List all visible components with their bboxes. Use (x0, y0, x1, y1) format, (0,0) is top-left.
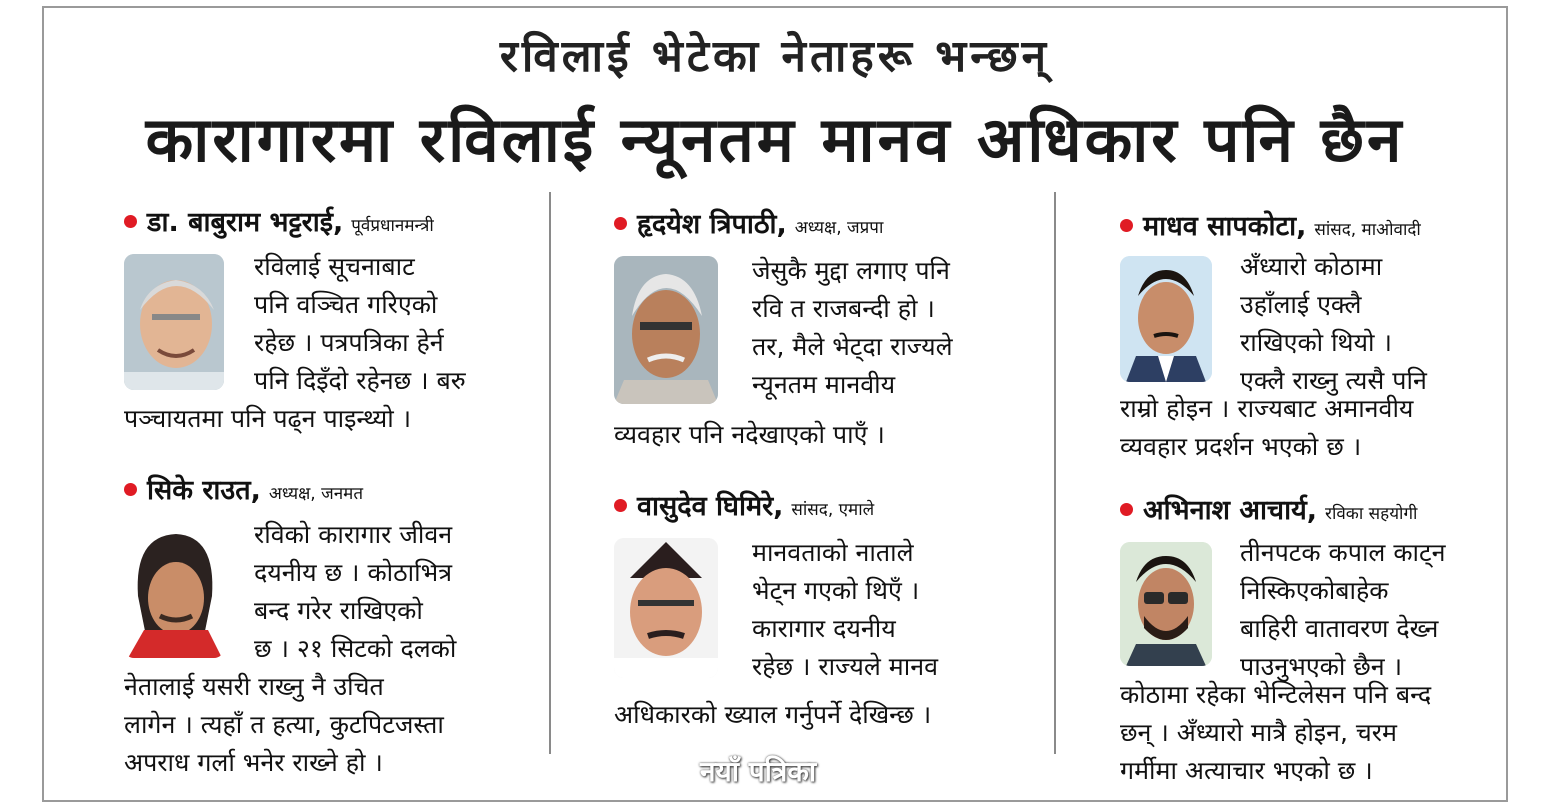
quote-line: व्यवहार प्रदर्शन भएको छ । (1120, 432, 1362, 461)
bullet-icon (1120, 219, 1133, 232)
person-name-line (124, 202, 434, 239)
person-quote (1240, 248, 1427, 400)
bullet-icon (614, 217, 627, 230)
portrait-icon (614, 538, 718, 678)
quote-line: छन् । अँध्यारो मात्रै होइन, चरम (1120, 718, 1397, 747)
person-role: सांसद, एमाले (791, 500, 875, 520)
person-name: हृदयेश त्रिपाठी, (637, 209, 787, 240)
quote-line: रविको कारागार जीवन (254, 520, 453, 549)
person-quote (752, 252, 953, 404)
person-quote-continued (124, 400, 411, 438)
column-divider (549, 192, 551, 754)
quote-line: कारागार दयनीय (752, 614, 896, 643)
publication-watermark: नयाँ पत्रिका (700, 755, 817, 788)
portrait-icon (124, 254, 224, 390)
portrait-icon (1120, 542, 1212, 666)
headline-kicker: रविलाई भेटेका नेताहरू भन्छन् (499, 31, 1051, 82)
portrait-icon (124, 526, 224, 658)
bullet-icon (614, 499, 627, 512)
portrait-icon (614, 256, 718, 404)
person-photo (614, 538, 718, 678)
quote-line: लागेन । त्यहाँ त हत्या, कुटपिटजस्ता (124, 710, 444, 739)
quote-line: तीनपटक कपाल काट्न (1240, 538, 1446, 567)
headline-main: कारागारमा रविलाई न्यूनतम मानव अधिकार पनि छैन (145, 103, 1405, 176)
quote-line: पाउनुभएको छैन । (1240, 652, 1403, 681)
person-name: सिके राउत, (147, 475, 261, 506)
quote-line: गर्मीमा अत्याचार भएको छ । (1120, 756, 1373, 785)
person-name-line (1120, 206, 1421, 243)
quote-line: अधिकारको ख्याल गर्नुपर्ने देखिन्छ । (614, 700, 932, 729)
quote-line: राखिएको थियो । (1240, 328, 1392, 357)
quote-line: रहेछ । राज्यले मानव (752, 652, 938, 681)
person-photo (124, 526, 224, 658)
quote-line: व्यवहार पनि नदेखाएको पाएँ । (614, 420, 885, 449)
quote-line: जेसुकै मुद्दा लगाए पनि (752, 256, 950, 285)
quote-line: रहेछ । पत्रपत्रिका हेर्न (254, 328, 444, 357)
quote-line: न्यूनतम मानवीय (752, 370, 896, 399)
quote-line: नेतालाई यसरी राख्नु नै उचित (124, 672, 384, 701)
quote-line: पनि दिइँदो रहेनछ । बरु (254, 366, 466, 395)
person-role: पूर्वप्रधानमन्त्री (351, 216, 434, 236)
person-role: सांसद, माओवादी (1314, 220, 1421, 240)
person-quote-continued (124, 668, 444, 782)
quote-line: बाहिरी वातावरण देख्न (1240, 614, 1439, 643)
column-divider (1054, 192, 1056, 754)
person-name-line (1120, 490, 1417, 527)
bullet-icon (124, 215, 137, 228)
quote-line: रवि त राजबन्दी हो । (752, 294, 935, 323)
quote-line: भेट्न गएको थिएँ । (752, 576, 920, 605)
person-name-line (614, 204, 883, 241)
quote-line: दयनीय छ । कोठाभित्र (254, 558, 452, 587)
person-name: वासुदेव घिमिरे, (637, 491, 784, 522)
person-role: अध्यक्ष, जप्रपा (794, 218, 884, 238)
person-quote-continued (614, 696, 931, 734)
person-name: अभिनाश आचार्य, (1143, 495, 1317, 526)
person-quote (254, 516, 456, 668)
person-role: अध्यक्ष, जनमत (268, 484, 364, 504)
portrait-icon (1120, 256, 1212, 382)
quote-line: कोठामा रहेका भेन्टिलेसन पनि बन्द (1120, 680, 1432, 709)
person-quote-continued (1120, 390, 1413, 466)
quote-line: पञ्चायतमा पनि पढ्न पाइन्थ्यो । (124, 404, 412, 433)
quote-line: निस्किएकोबाहेक (1240, 576, 1389, 605)
person-quote-continued (1120, 676, 1431, 790)
person-name-line (614, 486, 874, 523)
quote-line: पनि वञ्चित गरिएको (254, 290, 438, 319)
bullet-icon (1120, 503, 1133, 516)
quote-line: उहाँलाई एक्लै (1240, 290, 1362, 319)
quote-line: अपराध गर्ला भनेर राख्ने हो । (124, 748, 383, 777)
quote-line: तर, मैले भेट्दा राज्यले (752, 332, 953, 361)
quote-line: रविलाई सूचनाबाट (254, 252, 415, 281)
quote-line: मानवताको नाताले (752, 538, 914, 567)
person-photo (614, 256, 718, 404)
person-role: रविका सहयोगी (1325, 504, 1418, 524)
person-quote (752, 534, 938, 686)
quote-line: छ । २१ सिटको दलको (254, 634, 457, 663)
person-photo (1120, 256, 1212, 382)
person-name: डा. बाबुराम भट्टराई, (147, 207, 344, 238)
person-quote (254, 248, 466, 400)
quote-line: अँध्यारो कोठामा (1240, 252, 1383, 281)
person-quote (1240, 534, 1445, 686)
person-quote-continued (614, 416, 885, 454)
quote-line: बन्द गरेर राखिएको (254, 596, 423, 625)
person-photo (124, 254, 224, 390)
quote-line: एक्लै राख्नु त्यसै पनि (1240, 366, 1427, 395)
person-name: माधव सापकोटा, (1143, 211, 1307, 242)
quote-line: राम्रो होइन । राज्यबाट अमानवीय (1120, 394, 1414, 423)
person-name-line (124, 470, 363, 507)
person-photo (1120, 542, 1212, 666)
bullet-icon (124, 483, 137, 496)
